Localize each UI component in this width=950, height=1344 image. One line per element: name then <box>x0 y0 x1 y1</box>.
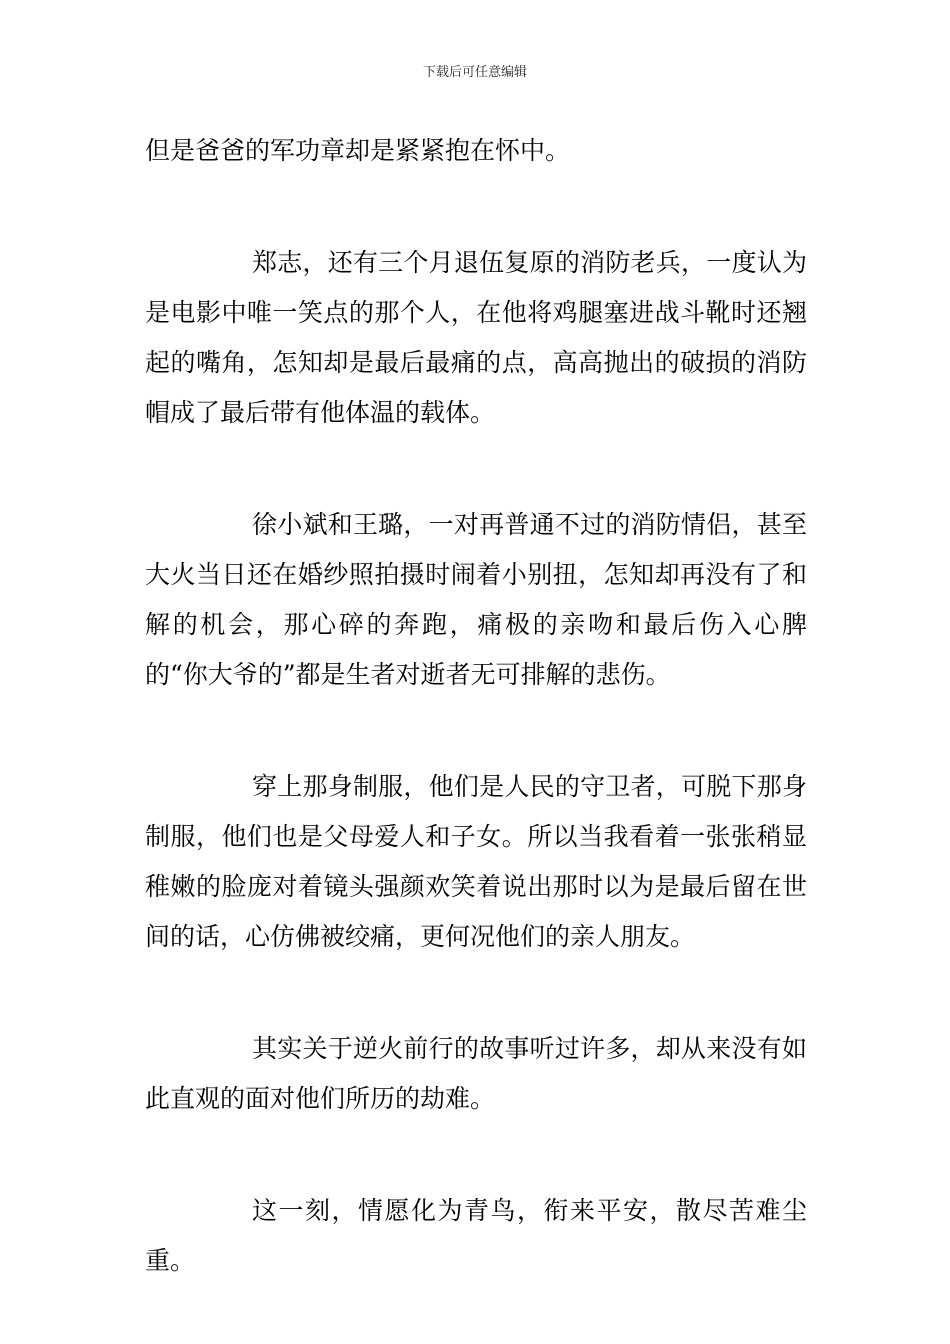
paragraph-gap <box>145 700 807 762</box>
paragraph-3: 徐小斌和王璐，一对再普通不过的消防情侣，甚至大火当日还在婚纱照拍摄时闹着小别扭，怎知却再没有了和解的机会，那心碎的奔跑，痛极的亲吻和最后伤入心脾的“你大爷的”都是生者对逝者无可排解的悲伤。 <box>145 510 807 689</box>
paragraph-1: 但是爸爸的军功章却是紧紧抱在怀中。 <box>145 136 571 165</box>
paragraph-2: 郑志，还有三个月退伍复原的消防老兵，一度认为是电影中唯一笑点的那个人，在他将鸡腿塞进战斗靴时还翘起的嘴角，怎知却是最后最痛的点，高高抛出的破损的消防帽成了最后带有他体温的载体。 <box>145 248 807 427</box>
paragraph-6: 这一刻，情愿化为青鸟，衔来平安，散尽苦难尘重。 <box>145 1196 807 1275</box>
paragraph-4: 穿上那身制服，他们是人民的守卫者，可脱下那身制服，他们也是父母爱人和子女。所以当我看着一张张稍显稚嫩的脸庞对着镜头强颜欢笑着说出那时以为是最后留在世间的话，心仿佛被绞痛，更何况他们的亲人朋友。 <box>145 772 807 951</box>
document-body <box>145 126 807 1286</box>
paragraph-5: 其实关于逆火前行的故事听过许多，却从来没有如此直观的面对他们所历的劫难。 <box>145 1034 807 1113</box>
paragraph-gap <box>145 176 807 238</box>
page-header: 下载后可任意编辑 <box>422 65 527 80</box>
paragraph-gap <box>145 1124 807 1186</box>
paragraph-gap <box>145 962 807 1024</box>
paragraph-gap <box>145 438 807 500</box>
